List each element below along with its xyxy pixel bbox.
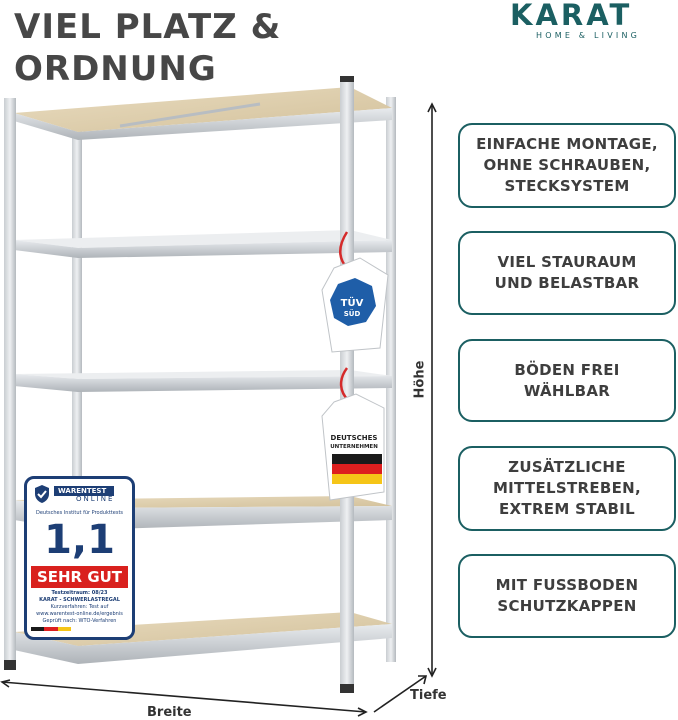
- feature-struts: ZUSÄTZLICHE MITTELSTREBEN, EXTREM STABIL: [458, 446, 676, 531]
- feature-storage: VIEL STAURAUM UND BELASTBAR: [458, 231, 676, 315]
- shield-check-icon: [33, 484, 51, 504]
- feature-assembly: EINFACHE MONTAGE, OHNE SCHRAUBEN, STECKSYSTEM: [458, 123, 676, 208]
- badge-online: ONLINE: [76, 494, 115, 503]
- brand-tagline: HOME & LIVING: [536, 31, 641, 40]
- de-label-2: UNTERNEHMEN: [330, 444, 378, 450]
- front-left-post: [4, 98, 16, 670]
- headline-line-1: VIEL PLATZ &: [14, 7, 282, 47]
- warentest-badge: [24, 476, 135, 640]
- brand-name: KARAT: [510, 0, 633, 32]
- badge-fine-3: Geprüft nach: WTO-Verfahren: [42, 618, 117, 624]
- depth-label: Tiefe: [410, 688, 447, 703]
- badge-score: 1,1: [44, 517, 115, 563]
- badge-fine-2: www.warentest-online.de/ergebnis: [36, 611, 123, 617]
- height-label: Höhe: [412, 360, 428, 399]
- badge-fine-1: Kurzverfahren: Test auf: [50, 604, 109, 610]
- headline-line-2: ORDNUNG: [14, 49, 217, 89]
- badge-institute: Deutsches Institut für Produkttests: [35, 510, 124, 516]
- feature-floor-caps: MIT FUSSBODEN SCHUTZKAPPEN: [458, 554, 676, 638]
- badge-flag-stripe: [31, 627, 71, 631]
- shelf-level-2: [14, 230, 392, 258]
- badge-product: KARAT - SCHWERLASTREGAL: [39, 597, 120, 603]
- badge-period: Testzeitraum: 08/23: [51, 590, 108, 596]
- badge-brand: WARENTEST: [54, 486, 114, 496]
- de-label-1: DEUTSCHES: [330, 434, 378, 442]
- brand-logo: [510, 0, 670, 46]
- badge-grade: SEHR GUT: [31, 566, 128, 588]
- badge-header: [27, 479, 132, 509]
- shelf-level-3: [14, 370, 392, 392]
- tuv-label-1: TÜV: [340, 298, 364, 309]
- feature-shelves: BÖDEN FREI WÄHLBAR: [458, 339, 676, 422]
- height-dimension-line: [428, 104, 436, 676]
- shelf-level-1: [14, 87, 392, 140]
- width-label: Breite: [147, 705, 192, 720]
- tuv-label-2: SÜD: [343, 310, 361, 318]
